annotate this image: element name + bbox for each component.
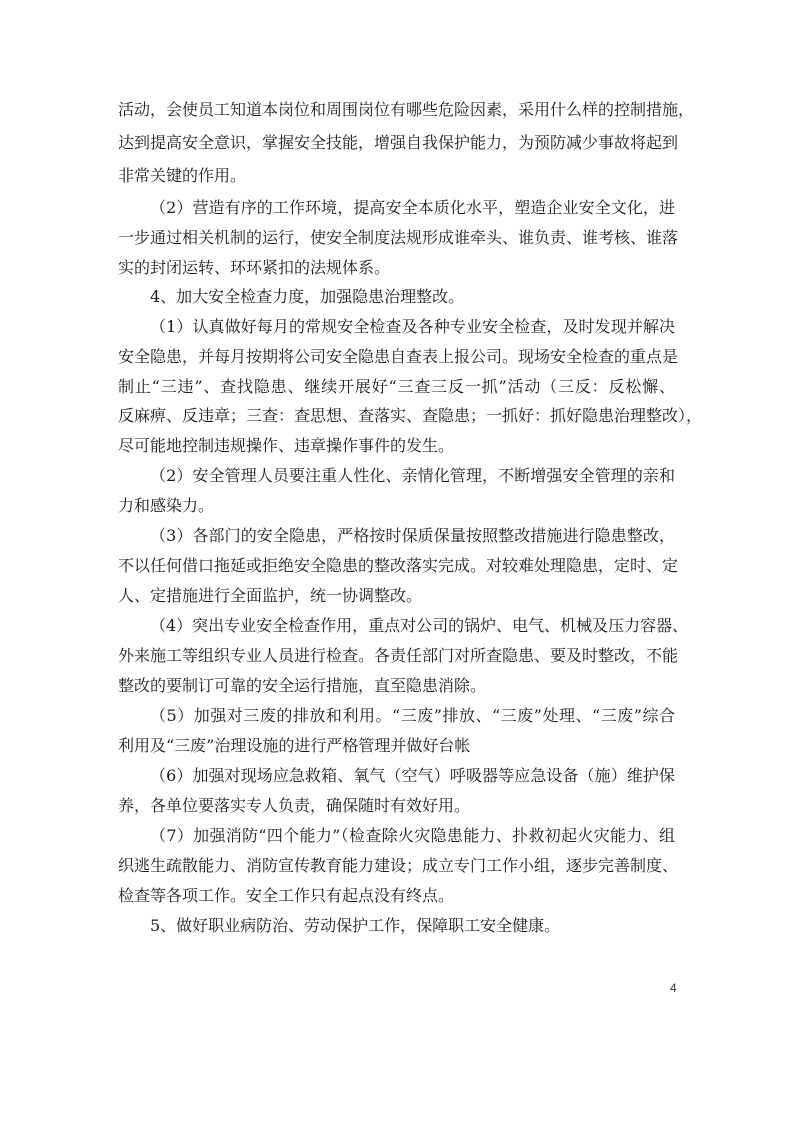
text-line: 一步通过相关机制的运行，使安全制度法规形成谁牵头、谁负责、谁考核、谁落 [118, 228, 679, 247]
page-number: 4 [670, 981, 677, 995]
text-line: （3）各部门的安全隐患，严格按时保质保量按照整改措施进行隐患整改， [150, 526, 675, 545]
text-line: （5）加强对三废的排放和利用。“三废”排放、“三废”处理、“三废”综合 [150, 706, 675, 725]
text-line: 不以任何借口拖延或拒绝安全隐患的整改落实完成。对较难处理隐患，定时、定 [118, 556, 679, 575]
text-line: 达到提高安全意识，掌握安全技能，增强自我保护能力，为预防减少事故将起到 [118, 133, 679, 152]
text-line: 非常关键的作用。 [118, 166, 247, 185]
text-line: 检查等各项工作。安全工作只有起点没有终点。 [118, 886, 455, 905]
text-line: （6）加强对现场应急救箱、氧气（空气）呼吸器等应急设备（施）维护保 [150, 766, 675, 785]
text-line: 实的封闭运转、环环紧扣的法规体系。 [118, 258, 391, 277]
text-line: （4）突出专业安全检查作用，重点对公司的锅炉、电气、机械及压力容器、 [150, 616, 689, 635]
text-line: 利用及“三废”治理设施的进行严格管理并做好台帐 [118, 736, 471, 755]
text-line: 整改的要制订可靠的安全运行措施，直至隐患消除。 [118, 676, 487, 695]
text-line: 5、做好职业病防治、劳动保护工作，保障职工安全健康。 [150, 916, 561, 935]
text-line: 活动，会使员工知道本岗位和周围岗位有哪些危险因素，采用什么样的控制措施， [118, 100, 695, 119]
text-line: 制止“三违”、查找隐患、继续开展好“三查三反一抓”活动（三反：反松懈、 [118, 377, 675, 396]
text-line: 人、定措施进行全面监护，统一协调整改。 [118, 586, 423, 605]
text-line: 织逃生疏散能力、消防宣传教育能力建设；成立专门工作小组，逐步完善制度、 [118, 856, 679, 875]
text-line: 力和感染力。 [118, 496, 215, 515]
text-line: 养，各单位要落实专人负责，确保随时有效好用。 [118, 796, 471, 815]
text-line: 外来施工等组织专业人员进行检查。各责任部门对所查隐患、要及时整改，不能 [118, 646, 679, 665]
text-line: （1）认真做好每月的常规安全检查及各种专业安全检查，及时发现并解决 [150, 317, 675, 336]
text-line: （2）营造有序的工作环境，提高安全本质化水平，塑造企业安全文化，进 [150, 198, 675, 217]
text-line: （2）安全管理人员要注重人性化、亲情化管理，不断增强安全管理的亲和 [150, 466, 675, 485]
text-line: 反麻痹、反违章；三查：查思想、查落实、查隐患；一抓好：抓好隐患治理整改）， [118, 406, 703, 425]
text-line: 4、加大安全检查力度，加强隐患治理整改。 [150, 287, 465, 306]
text-line: （7）加强消防“四个能力”（检查除火灾隐患能力、扑救初起火灾能力、组 [150, 826, 675, 845]
text-line: 尽可能地控制违规操作、违章操作事件的发生。 [118, 436, 455, 455]
text-line: 安全隐患，并每月按期将公司安全隐患自查表上报公司。现场安全检查的重点是 [118, 347, 679, 366]
